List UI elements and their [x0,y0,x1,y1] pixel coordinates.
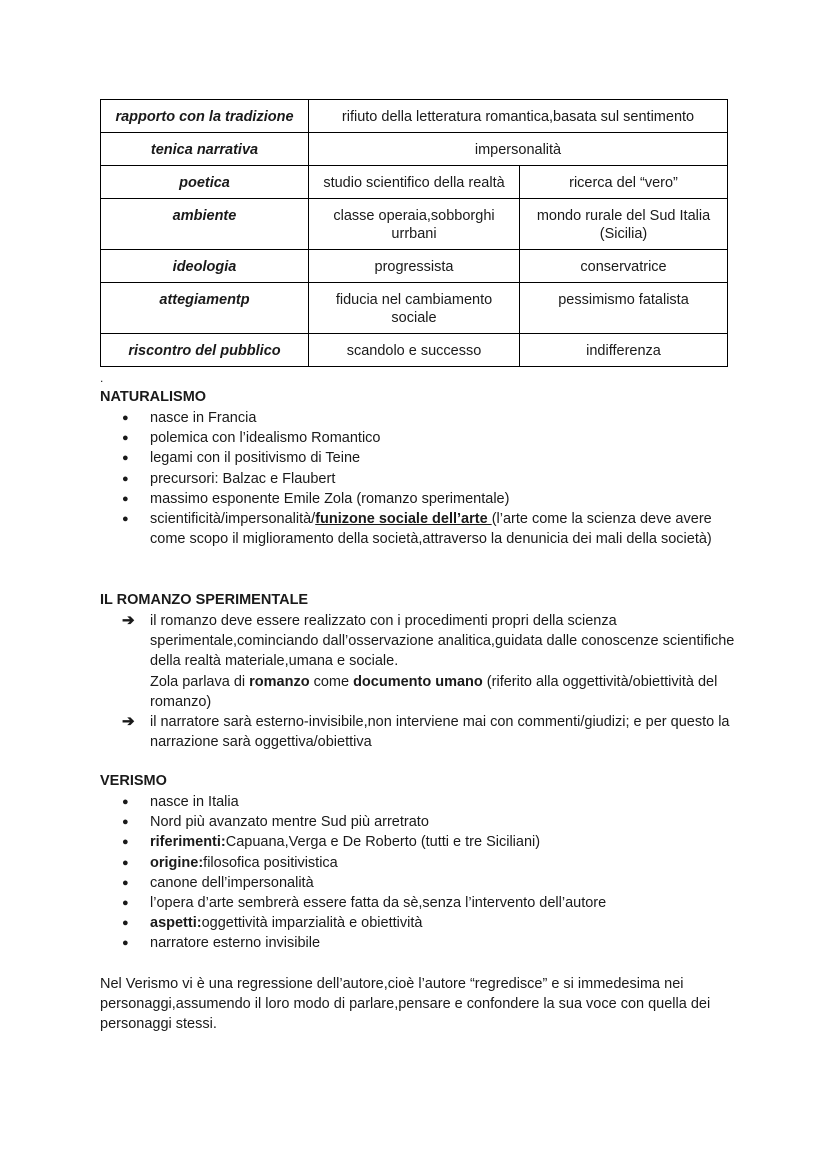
list-item: ● precursori: Balzac e Flaubert [100,469,740,489]
row-label: ideologia [101,250,309,283]
list-item: ➔ il narratore sarà esterno-invisibile,non interviene mai con commenti/giudizi; e per questo la narrazione sarà oggettiva/obiettiva [122,713,730,751]
list-item: ● legami con il positivismo di Teine [100,448,740,468]
bullet-icon: ● [122,816,129,829]
table-row [101,199,728,250]
bullet-icon: ● [122,897,129,910]
section-title-naturalismo: NATURALISMO [100,389,207,405]
bullet-icon: ● [122,856,129,869]
list-item: ● nasce in Italia [100,792,740,812]
bullet-icon: ● [122,917,129,930]
list-item: ● nasce in Francia [100,408,740,428]
table-row [101,133,728,166]
bullet-icon: ● [122,836,129,849]
row-label: tenica narrativa [101,133,309,166]
list-item: ● scientificità/impersonalità/funizone sociale dell’arte (l’arte come la scienza deve avere come scopo il miglioramento della società,attraverso la denunicia dei mali della società) [122,511,712,548]
row-label: attegiamentp [101,283,309,334]
list-item: ● massimo esponente Emile Zola (romanzo sperimentale) [100,489,740,509]
row-label: poetica [101,166,309,199]
row-label: rapporto con la tradizione [101,100,309,133]
list-item: ➔ il romanzo deve essere realizzato con i procedimenti propri della scienza sperimentale,cominciando dall’osservazione analitica,guidata dalle conoscenze scientifiche della realtà materiale,umana e sociale. Zola parlava di romanzo come documento umano (riferito alla oggettività/obiettività del romanzo) [122,612,735,710]
comparison-table [100,99,728,367]
naturalismo-cell: classe operaia,sobborghi urrbani [309,199,520,250]
naturalismo-cell: studio scientifico della realtà [309,166,520,199]
bullet-icon: ● [122,472,129,485]
list-item: ● aspetti:oggettività imparzialità e obiettività [100,913,740,933]
verismo-list [100,792,740,954]
list-item: ● Nord più avanzato mentre Sud più arretrato [100,812,740,832]
list-item: ● polemica con l’idealismo Romantico [100,428,740,448]
list-item: ● l’opera d’arte sembrerà essere fatta da sè,senza l’intervento dell’autore [100,893,740,913]
verismo-cell: conservatrice [520,250,728,283]
table-row [101,100,728,133]
closing-paragraph: Nel Verismo vi è una regressione dell’autore,cioè l’autore “regredisce” e si immedesima nei personaggi,assumendo il loro modo di parlare,pensare e confondere la sua voce con quella dei personaggi stessi. [100,976,711,1033]
stray-dot: . [100,371,104,385]
arrow-icon: ➔ [122,713,135,731]
section-title-romanzo: IL ROMANZO SPERIMENTALE [100,592,309,608]
bullet-icon: ● [122,432,129,445]
verismo-cell: pessimismo fatalista [520,283,728,334]
verismo-cell: mondo rurale del Sud Italia (Sicilia) [520,199,728,250]
table-row [101,250,728,283]
bullet-icon: ● [122,412,129,424]
row-label: riscontro del pubblico [101,334,309,367]
verismo-cell: indifferenza [520,334,728,367]
bullet-icon: ● [122,452,129,465]
bullet-icon: ● [122,513,129,526]
list-item: ● riferimenti:Capuana,Verga e De Roberto (tutti e tre Siciliani) [100,832,740,852]
bullet-icon: ● [122,796,129,808]
bullet-icon: ● [122,492,129,505]
table-row [101,334,728,367]
table-row [101,166,728,199]
romanzo-list [100,611,740,752]
row-label: ambiente [101,199,309,250]
funzione-sociale-emphasis: funizone sociale dell’arte [315,511,492,528]
bullet-icon: ● [122,876,129,889]
arrow-icon: ➔ [122,612,135,629]
row-value: impersonalità [309,133,728,166]
verismo-cell: ricerca del “vero” [520,166,728,199]
list-item: ● origine:filosofica positivistica [100,853,740,873]
table-row [101,283,728,334]
list-item: ● canone dell’impersonalità [100,873,740,893]
list-item: ● narratore esterno invisibile [100,933,740,953]
naturalismo-cell: fiducia nel cambiamento sociale [309,283,520,334]
naturalismo-cell: progressista [309,250,520,283]
section-title-verismo: VERISMO [100,773,167,789]
row-value: rifiuto della letteratura romantica,basata sul sentimento [309,100,728,133]
bullet-icon: ● [122,937,129,950]
naturalismo-list [100,408,740,549]
naturalismo-cell: scandolo e successo [309,334,520,367]
